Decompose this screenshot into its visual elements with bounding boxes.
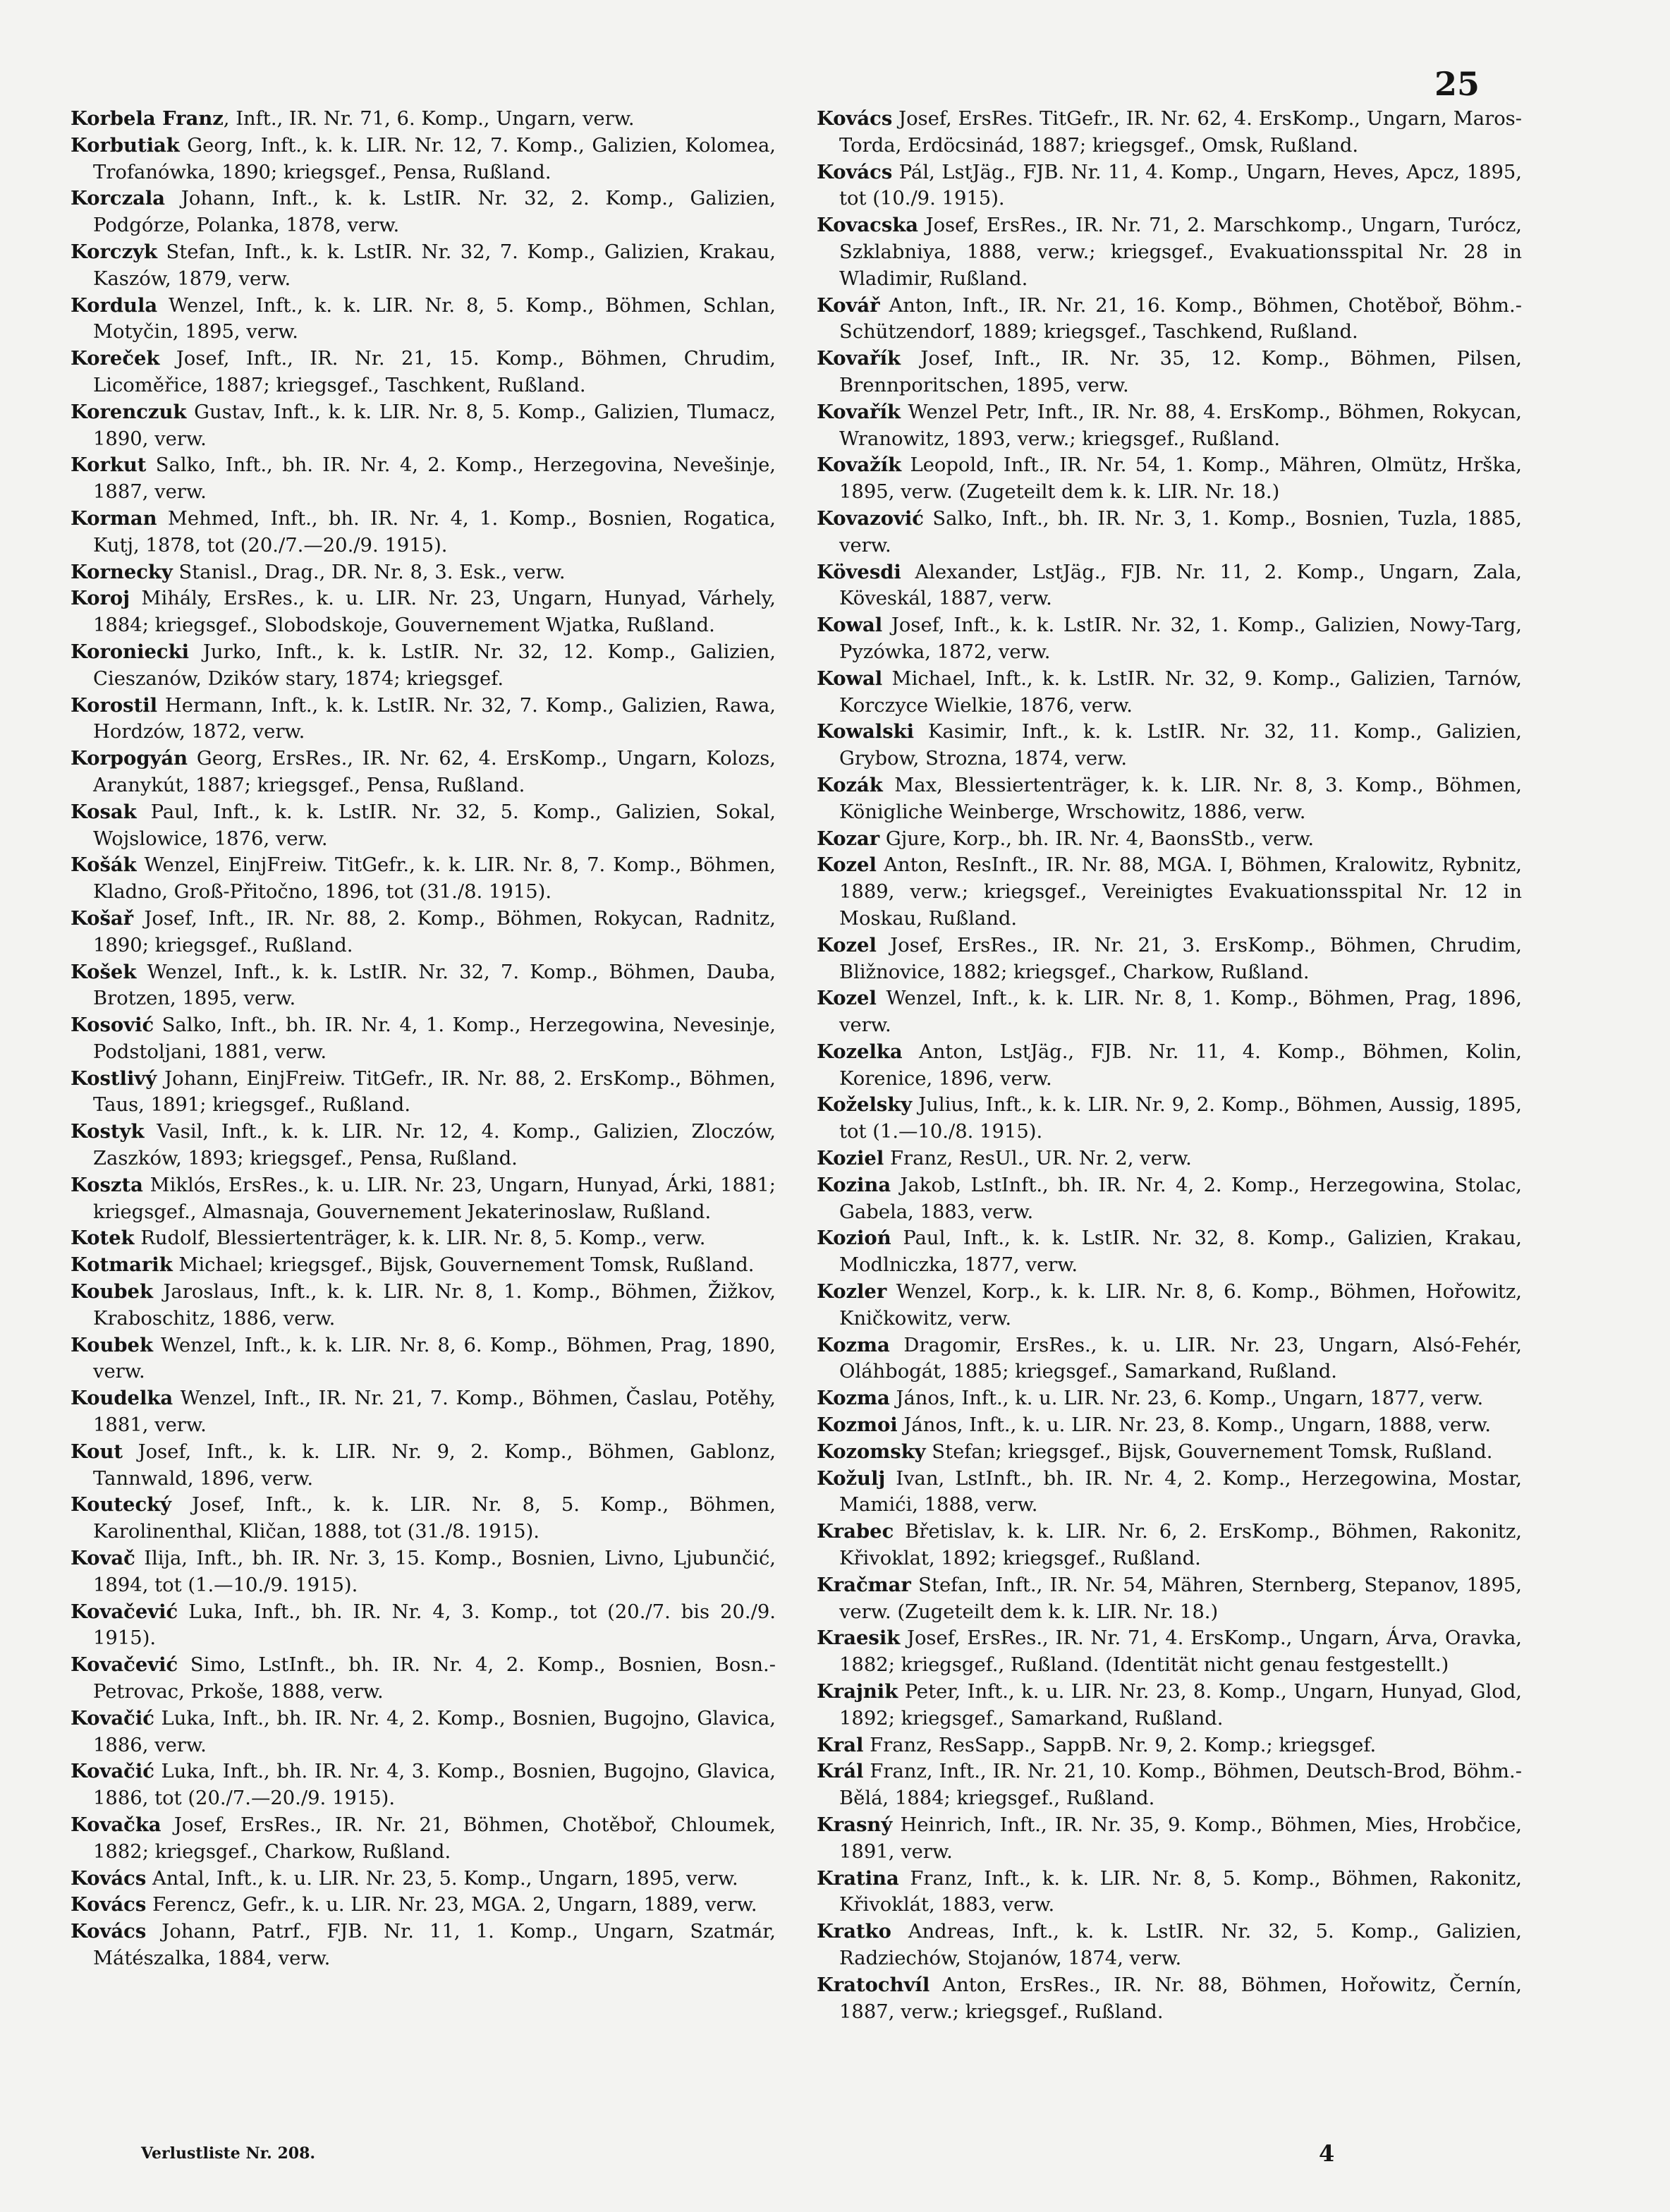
entry-details: Johann, EinjFreiw. TitGefr., IR. Nr. 88, 2. ErsKomp., Böhmen, Taus, 1891; kriegsgef., Rußland. (93, 1067, 776, 1117)
entry-surname: Kovács (817, 107, 893, 130)
entry-details: Julius, Inft., k. k. LIR. Nr. 9, 2. Komp., Böhmen, Aussig, 1895, tot (1.—10./8. 1915). (839, 1094, 1522, 1143)
entry-surname: Kovačević (71, 1653, 178, 1677)
list-entry (817, 106, 1522, 159)
entry-details: Johann, Inft., k. k. LstIR. Nr. 32, 2. Komp., Galizien, Podgórze, Polanka, 1878, verw. (93, 188, 776, 237)
entry-surname: Kornecky (71, 560, 173, 583)
entry-surname: Kozina (817, 1173, 891, 1196)
entry-surname: Kozar (817, 827, 880, 850)
entry-details: Heinrich, Inft., IR. Nr. 35, 9. Komp., Böhmen, Mies, Hrobčice, 1891, verw. (839, 1814, 1522, 1863)
list-entry (71, 1252, 776, 1279)
list-entry (817, 1679, 1522, 1732)
entry-surname: Kotek (71, 1227, 135, 1250)
list-entry (71, 239, 776, 293)
entry-surname: Kozelka (817, 1040, 903, 1063)
list-entry (71, 1119, 776, 1172)
list-entry (71, 1892, 776, 1919)
page-number: 25 (1434, 65, 1480, 103)
entry-details: Salko, Inft., bh. IR. Nr. 3, 1. Komp., Bosnien, Tuzla, 1885, verw. (839, 507, 1522, 557)
entry-surname: Kordula (71, 293, 158, 317)
entry-details: Josef, Inft., IR. Nr. 88, 2. Komp., Böhmen, Rokycan, Radnitz, 1890; kriegsgef., Rußland. (93, 907, 776, 956)
list-entry (71, 639, 776, 693)
entry-details: Stefan, Inft., IR. Nr. 54, Mähren, Sternberg, Stepanov, 1895, verw. (Zugeteilt dem k. k. LIR. Nr. 18.) (839, 1574, 1522, 1623)
entry-details: Kasimir, Inft., k. k. LstIR. Nr. 32, 11. Komp., Galizien, Grybow, Strozna, 1874, verw. (839, 721, 1522, 770)
entry-surname: Koubek (71, 1333, 153, 1356)
entry-surname: Kovařík (817, 347, 901, 370)
entry-surname: Kozioń (817, 1227, 891, 1250)
entry-surname: Kozma (817, 1333, 890, 1356)
list-entry (817, 399, 1522, 453)
list-entry (71, 1919, 776, 1972)
left-column (71, 106, 776, 1972)
entry-details: Michael; kriegsgef., Bijsk, Gouvernement Tomsk, Rußland. (172, 1254, 755, 1277)
entry-surname: Košák (71, 853, 137, 877)
entry-details: Paul, Inft., k. k. LstIR. Nr. 32, 5. Komp., Galizien, Sokal, Wojslowice, 1876, verw. (93, 801, 776, 850)
entry-details: Josef, ErsRes., IR. Nr. 21, Böhmen, Chotěboř, Chloumek, 1882; kriegsgef., Charkow, Rußland. (93, 1814, 776, 1863)
list-entry (71, 906, 776, 959)
list-entry (71, 1439, 776, 1493)
entry-surname: Kovačka (71, 1813, 161, 1836)
entry-details: Luka, Inft., bh. IR. Nr. 4, 3. Komp., Bosnien, Bugojno, Glavica, 1886, tot (20./7.—20./9. 1915). (93, 1761, 776, 1810)
footer-signature-mark: 4 (1319, 2140, 1335, 2167)
entry-surname: Korczala (71, 187, 166, 210)
entry-details: Max, Blessiertenträger, k. k. LIR. Nr. 8, 3. Komp., Böhmen, Königliche Weinberge, Wrschowitz, 1886, verw. (839, 774, 1522, 823)
list-entry (71, 959, 776, 1013)
entry-details: Rudolf, Blessiertenträger, k. k. LIR. Nr. 8, 5. Komp., verw. (134, 1227, 706, 1250)
entry-surname: Kozma (817, 1387, 890, 1410)
list-entry (817, 852, 1522, 932)
list-entry (817, 559, 1522, 613)
entry-details: Leopold, Inft., IR. Nr. 54, 1. Komp., Mähren, Olmütz, Hrška, 1895, verw. (Zugeteilt dem k. k. LIR. Nr. 18.) (839, 454, 1522, 504)
list-entry (71, 452, 776, 506)
list-entry (817, 1332, 1522, 1386)
list-entry (817, 1412, 1522, 1439)
list-entry (71, 1385, 776, 1439)
entry-details: Stefan; kriegsgef., Bijsk, Gouvernement Tomsk, Rußland. (925, 1440, 1493, 1463)
entry-surname: Kožulj (817, 1466, 886, 1490)
list-entry (71, 1599, 776, 1653)
entry-details: Peter, Inft., k. u. LIR. Nr. 23, 8. Komp., Ungarn, Hunyad, Glod, 1892; kriegsgef., Samarkand, Rußland. (839, 1681, 1522, 1730)
entry-details: Johann, Patrf., FJB. Nr. 11, 1. Komp., Ungarn, Szatmár, Mátészalka, 1884, verw. (93, 1921, 776, 1969)
entry-details: Josef, Inft., IR. Nr. 21, 15. Komp., Böhmen, Chrudim, Licoměřice, 1887; kriegsgef., Taschkent, Rußland. (93, 348, 776, 396)
list-entry (71, 1066, 776, 1119)
list-entry (817, 1866, 1522, 1919)
list-entry (71, 106, 776, 133)
entry-surname: Kosak (71, 800, 137, 823)
list-entry (71, 585, 776, 639)
list-entry (71, 399, 776, 453)
entry-details: Simo, LstInft., bh. IR. Nr. 4, 2. Komp., Bosnien, Bosn.-Petrovac, Prkoše, 1888, verw. (93, 1654, 776, 1703)
list-entry (817, 1519, 1522, 1572)
list-entry (71, 506, 776, 559)
entry-surname: Kraesik (817, 1627, 901, 1650)
entry-details: Anton, ErsRes., IR. Nr. 88, Böhmen, Hořowitz, Černín, 1887, verw.; kriegsgef., Rußland. (839, 1974, 1522, 2023)
list-entry (71, 1866, 776, 1892)
entry-details: Paul, Inft., k. k. LstIR. Nr. 32, 8. Komp., Galizien, Krakau, Modlniczka, 1877, verw. (839, 1227, 1522, 1277)
entry-details: Gustav, Inft., k. k. LIR. Nr. 8, 5. Komp., Galizien, Tlumacz, 1890, verw. (93, 401, 776, 450)
list-entry (817, 932, 1522, 986)
entry-surname: Kozel (817, 933, 877, 956)
entry-details: Wenzel, Inft., k. k. LstIR. Nr. 32, 7. Komp., Böhmen, Dauba, Brotzen, 1895, verw. (93, 961, 776, 1010)
entry-details: Ferencz, Gefr., k. u. LIR. Nr. 23, MGA. 2, Ungarn, 1889, verw. (146, 1894, 757, 1916)
entry-surname: Koudelka (71, 1387, 173, 1410)
list-entry (817, 1439, 1522, 1466)
entry-details: Hermann, Inft., k. k. LstIR. Nr. 32, 7. Komp., Galizien, Rawa, Hordzów, 1872, verw. (93, 694, 776, 743)
list-entry (71, 1812, 776, 1866)
list-entry (71, 1279, 776, 1332)
entry-surname: Korbutiak (71, 133, 180, 157)
list-entry (817, 666, 1522, 719)
entry-details: Luka, Inft., bh. IR. Nr. 4, 2. Komp., Bosnien, Bugojno, Glavica, 1886, verw. (93, 1707, 776, 1756)
entry-details: Alexander, LstJäg., FJB. Nr. 11, 2. Komp., Ungarn, Zala, Köveskál, 1887, verw. (839, 561, 1522, 610)
entry-surname: Kratko (817, 1920, 891, 1943)
entry-details: Stefan, Inft., k. k. LstIR. Nr. 32, 7. Komp., Galizien, Krakau, Kaszów, 1879, verw. (93, 241, 776, 290)
entry-surname: Kowal (817, 667, 883, 690)
entry-surname: Kozler (817, 1280, 887, 1304)
entry-details: Josef, Inft., k. k. LIR. Nr. 8, 5. Komp., Böhmen, Karolinenthal, Kličan, 1888, tot (31./8. 1915). (93, 1494, 776, 1543)
entry-details: Jurko, Inft., k. k. LstIR. Nr. 32, 12. Komp., Galizien, Cieszanów, Dzików stary, 1874; kriegsgef. (93, 640, 776, 690)
list-entry (71, 1225, 776, 1252)
entry-details: Wenzel, Inft., k. k. LIR. Nr. 8, 6. Komp., Böhmen, Prag, 1890, verw. (93, 1334, 776, 1383)
entry-details: Andreas, Inft., k. k. LstIR. Nr. 32, 5. Komp., Galizien, Radziechów, Stojanów, 1874, verw. (839, 1921, 1522, 1969)
entry-surname: Kovács (71, 1920, 147, 1943)
entry-surname: Krajnik (817, 1680, 898, 1703)
list-entry (71, 799, 776, 853)
entry-surname: Korostil (71, 693, 158, 717)
entry-details: Pál, LstJäg., FJB. Nr. 11, 4. Komp., Ungarn, Heves, Apcz, 1895, tot (10./9. 1915). (839, 161, 1522, 210)
right-column (817, 106, 1522, 2025)
list-entry (817, 1466, 1522, 1519)
entry-details: Georg, Inft., k. k. LIR. Nr. 12, 7. Komp., Galizien, Kolomea, Trofanówka, 1890; kriegsgef., Pensa, Rußland. (93, 134, 776, 183)
list-entry (817, 1758, 1522, 1812)
entry-surname: Koutecký (71, 1493, 172, 1517)
entry-surname: Korenczuk (71, 400, 187, 423)
list-entry (817, 1972, 1522, 2026)
list-entry (817, 506, 1522, 559)
entry-surname: Korpogyán (71, 747, 188, 770)
entry-details: Ilija, Inft., bh. IR. Nr. 3, 15. Komp., Bosnien, Livno, Ljubunčić, 1894, tot (1.—10./9. 1915). (93, 1548, 776, 1596)
entry-surname: Kowal (817, 614, 883, 637)
entry-details: Josef, ErsRes., IR. Nr. 71, 2. Marschkomp., Ungarn, Turócz, Szklabniya, 1888, verw.; kriegsgef., Evakuationsspital Nr. 28 in Wladimir, Rußland. (839, 214, 1522, 290)
entry-details: Anton, ResInft., IR. Nr. 88, MGA. I, Böhmen, Kralowitz, Rybnitz, 1889, verw.; kriegsgef., Vereinigtes Evakuationsspital Nr. 12 in Moskau, Rußland. (839, 854, 1522, 930)
entry-surname: Koreček (71, 347, 160, 370)
list-entry (817, 1225, 1522, 1279)
entry-surname: Korkut (71, 454, 147, 477)
entry-surname: Kovács (817, 160, 893, 183)
entry-surname: Krasný (817, 1813, 893, 1836)
entry-details: Jaroslaus, Inft., k. k. LIR. Nr. 8, 1. Komp., Böhmen, Žižkov, Kraboschitz, 1886, verw. (93, 1281, 776, 1330)
list-entry (817, 1732, 1522, 1759)
entry-surname: Kozák (817, 773, 883, 796)
list-entry (817, 1092, 1522, 1146)
entry-details: Franz, Inft., IR. Nr. 21, 10. Komp., Böhmen, Deutsch-Brod, Böhm.-Bělá, 1884; kriegsgef., Rußland. (839, 1761, 1522, 1810)
list-entry (817, 452, 1522, 506)
entry-details: Salko, Inft., bh. IR. Nr. 4, 1. Komp., Herzegowina, Nevesinje, Podstoljani, 1881, verw. (93, 1014, 776, 1063)
list-entry (817, 1039, 1522, 1093)
entry-details: János, Inft., k. u. LIR. Nr. 23, 8. Komp., Ungarn, 1888, verw. (897, 1414, 1492, 1437)
entry-surname: Kout (71, 1440, 123, 1463)
entry-surname: Kovács (71, 1893, 147, 1916)
entry-surname: Kovacska (817, 214, 918, 237)
entry-surname: Kračmar (817, 1573, 911, 1596)
entry-surname: Kostlivý (71, 1066, 157, 1090)
list-entry (817, 612, 1522, 666)
entry-surname: Kövesdi (817, 560, 901, 583)
list-entry (71, 559, 776, 586)
list-entry (817, 719, 1522, 772)
entry-surname: Korman (71, 506, 157, 530)
entry-details: János, Inft., k. u. LIR. Nr. 23, 6. Komp., Ungarn, 1877, verw. (889, 1387, 1484, 1410)
entry-details: Anton, LstJäg., FJB. Nr. 11, 4. Komp., Böhmen, Kolin, Korenice, 1896, verw. (839, 1040, 1522, 1090)
entry-details: Wenzel, Korp., k. k. LIR. Nr. 8, 6. Komp., Böhmen, Hořowitz, Kničkowitz, verw. (839, 1281, 1522, 1330)
entry-surname: Košek (71, 960, 137, 983)
list-entry (71, 1012, 776, 1066)
entry-surname: Kovazović (817, 506, 924, 530)
entry-surname: Kovačić (71, 1760, 154, 1783)
entry-surname: Kovačević (71, 1600, 178, 1623)
entry-details: Wenzel, Inft., k. k. LIR. Nr. 8, 5. Komp., Böhmen, Schlan, Motyčin, 1895, verw. (93, 294, 776, 344)
entry-details: Wenzel Petr, Inft., IR. Nr. 88, 4. ErsKomp., Böhmen, Rokycan, Wranowitz, 1893, verw.; kriegsgef., Rußland. (839, 401, 1522, 450)
entry-surname: Kovács (71, 1866, 147, 1890)
entry-details: Stanisl., Drag., DR. Nr. 8, 3. Esk., verw. (172, 561, 566, 583)
list-entry (817, 1812, 1522, 1866)
entry-surname: Kratina (817, 1866, 899, 1890)
entry-details: Josef, Inft., IR. Nr. 35, 12. Komp., Böhmen, Pilsen, Brennporitschen, 1895, verw. (839, 348, 1522, 396)
list-entry (817, 772, 1522, 826)
entry-surname: Kovažík (817, 454, 902, 477)
entry-surname: Koubek (71, 1280, 153, 1304)
entry-details: Gjure, Korp., bh. IR. Nr. 4, BaonsStb., verw. (879, 827, 1315, 850)
list-entry (817, 1172, 1522, 1226)
entry-surname: Koziel (817, 1147, 884, 1170)
entry-details: Mihály, ErsRes., k. u. LIR. Nr. 23, Ungarn, Hunyad, Várhely, 1884; kriegsgef., Slobodskoje, Gouvernement Wjatka, Rußland. (93, 588, 776, 637)
list-entry (71, 1706, 776, 1759)
list-entry (817, 1919, 1522, 1972)
entry-surname: Kovařík (817, 400, 901, 423)
list-entry (71, 1332, 776, 1386)
list-entry (817, 1146, 1522, 1172)
entry-surname: Kratochvíl (817, 1973, 930, 1996)
list-entry (71, 1545, 776, 1599)
list-entry (817, 159, 1522, 213)
list-entry (71, 1652, 776, 1706)
entry-details: Franz, ResSapp., SappB. Nr. 9, 2. Komp.; kriegsgef. (863, 1734, 1377, 1756)
entry-details: Wenzel, Inft., IR. Nr. 21, 7. Komp., Böhmen, Časlau, Potěhy, 1881, verw. (93, 1387, 776, 1437)
entry-details: Josef, ErsRes. TitGefr., IR. Nr. 62, 4. ErsKomp., Ungarn, Maros-Torda, Erdöcsinád, 1887; kriegsgef., Omsk, Rußland. (839, 108, 1522, 157)
entry-surname: Kral (817, 1733, 864, 1756)
entry-surname: Kovačić (71, 1706, 154, 1730)
entry-surname: Krabec (817, 1520, 894, 1543)
entry-surname: Korbela Franz (71, 107, 224, 130)
list-entry (71, 693, 776, 746)
entry-surname: Koszta (71, 1173, 143, 1196)
entry-details: Michael, Inft., k. k. LstIR. Nr. 32, 9. Komp., Galizien, Tarnów, Korczyce Wielkie, 1876, verw. (839, 667, 1522, 717)
entry-details: Břetislav, k. k. LIR. Nr. 6, 2. ErsKomp., Böhmen, Rakonitz, Křivoklat, 1892; kriegsgef., Rußland. (839, 1521, 1522, 1570)
entry-surname: Koroniecki (71, 640, 189, 663)
entry-details: Franz, Inft., k. k. LIR. Nr. 8, 5. Komp., Böhmen, Rakonitz, Křivoklát, 1883, verw. (839, 1867, 1522, 1916)
entry-surname: Košař (71, 906, 134, 930)
entry-surname: Kovář (817, 293, 880, 317)
entry-details: Mehmed, Inft., bh. IR. Nr. 4, 1. Komp., Bosnien, Rogatica, Kutj, 1878, tot (20./7.—20./9. 1915). (93, 507, 776, 557)
entry-surname: Kozomsky (817, 1440, 926, 1463)
entry-details: Josef, Inft., k. k. LIR. Nr. 9, 2. Komp., Böhmen, Gablonz, Tannwald, 1896, verw. (93, 1440, 776, 1490)
list-entry (817, 212, 1522, 292)
entry-details: Wenzel, EinjFreiw. TitGefr., k. k. LIR. Nr. 8, 7. Komp., Böhmen, Kladno, Groß-Přitočno, 1896, tot (31./8. 1915). (93, 854, 776, 904)
list-entry (817, 1385, 1522, 1412)
entry-surname: Kovač (71, 1547, 135, 1570)
entry-details: Luka, Inft., bh. IR. Nr. 4, 3. Komp., tot (20./7. bis 20./9. 1915). (93, 1600, 776, 1650)
list-entry (817, 293, 1522, 346)
entry-surname: Kowalski (817, 720, 915, 743)
list-entry (817, 985, 1522, 1039)
entry-details: Vasil, Inft., k. k. LIR. Nr. 12, 4. Komp., Galizien, Zloczów, Zaszków, 1893; kriegsgef., Pensa, Rußland. (93, 1121, 776, 1170)
list-entry (71, 852, 776, 906)
entry-surname: Kosović (71, 1014, 154, 1037)
entry-surname: Kozel (817, 853, 877, 877)
list-entry (71, 293, 776, 346)
entry-surname: Korczyk (71, 240, 158, 263)
list-entry (71, 133, 776, 186)
list-entry (71, 746, 776, 799)
entry-surname: Kotmarik (71, 1253, 173, 1277)
list-entry (71, 1172, 776, 1226)
entry-details: Josef, ErsRes., IR. Nr. 71, 4. ErsKomp., Ungarn, Árva, Oravka, 1882; kriegsgef., Rußland. (Identität nicht genau festgestellt.) (839, 1627, 1522, 1677)
entry-details: Antal, Inft., k. u. LIR. Nr. 23, 5. Komp., Ungarn, 1895, verw. (146, 1867, 738, 1890)
list-entry (71, 346, 776, 399)
entry-details: Miklós, ErsRes., k. u. LIR. Nr. 23, Ungarn, Hunyad, Árki, 1881; kriegsgef., Almasnaja, Gouvernement Jekaterinoslaw, Rußland. (93, 1174, 776, 1223)
list-entry (817, 346, 1522, 399)
entry-surname: Kostyk (71, 1120, 145, 1143)
list-entry (71, 1492, 776, 1545)
entry-details: Josef, Inft., k. k. LstIR. Nr. 32, 1. Komp., Galizien, Nowy-Targ, Pyzówka, 1872, verw. (839, 614, 1522, 663)
entry-surname: Král (817, 1760, 864, 1783)
footer-issue-label: Verlustliste Nr. 208. (141, 2144, 316, 2163)
entry-surname: Kozel (817, 987, 877, 1010)
entry-details: Josef, ErsRes., IR. Nr. 21, 3. ErsKomp., Böhmen, Chrudim, Bližnovice, 1882; kriegsgef., Charkow, Rußland. (839, 934, 1522, 983)
list-entry (817, 1279, 1522, 1332)
entry-details: Anton, Inft., IR. Nr. 21, 16. Komp., Böhmen, Chotěboř, Böhm.-Schützendorf, 1889; kriegsgef., Taschkend, Rußland. (839, 294, 1522, 344)
entry-surname: Koželsky (817, 1093, 913, 1117)
entry-details: Ivan, LstInft., bh. IR. Nr. 4, 2. Komp., Herzegowina, Mostar, Mamići, 1888, verw. (839, 1467, 1522, 1517)
list-entry (817, 1572, 1522, 1626)
list-entry (817, 826, 1522, 853)
entry-details: , Inft., IR. Nr. 71, 6. Komp., Ungarn, verw. (223, 108, 635, 130)
entry-details: Wenzel, Inft., k. k. LIR. Nr. 8, 1. Komp., Böhmen, Prag, 1896, verw. (839, 988, 1522, 1037)
entry-surname: Kozmoi (817, 1414, 898, 1437)
entry-details: Salko, Inft., bh. IR. Nr. 4, 2. Komp., Herzegovina, Nevešinje, 1887, verw. (93, 454, 776, 504)
list-entry (71, 186, 776, 239)
entry-details: Jakob, LstInft., bh. IR. Nr. 4, 2. Komp., Herzegowina, Stolac, Gabela, 1883, verw. (839, 1174, 1522, 1223)
list-entry (817, 1625, 1522, 1679)
entry-details: Franz, ResUl., UR. Nr. 2, verw. (884, 1148, 1192, 1170)
list-entry (71, 1758, 776, 1812)
entry-surname: Koroj (71, 587, 130, 610)
entry-details: Georg, ErsRes., IR. Nr. 62, 4. ErsKomp., Ungarn, Kolozs, Aranykút, 1887; kriegsgef., Pensa, Rußland. (93, 748, 776, 796)
entry-details: Dragomir, ErsRes., k. u. LIR. Nr. 23, Ungarn, Alsó-Fehér, Oláhbogát, 1885; kriegsgef., Samarkand, Rußland. (839, 1334, 1522, 1383)
